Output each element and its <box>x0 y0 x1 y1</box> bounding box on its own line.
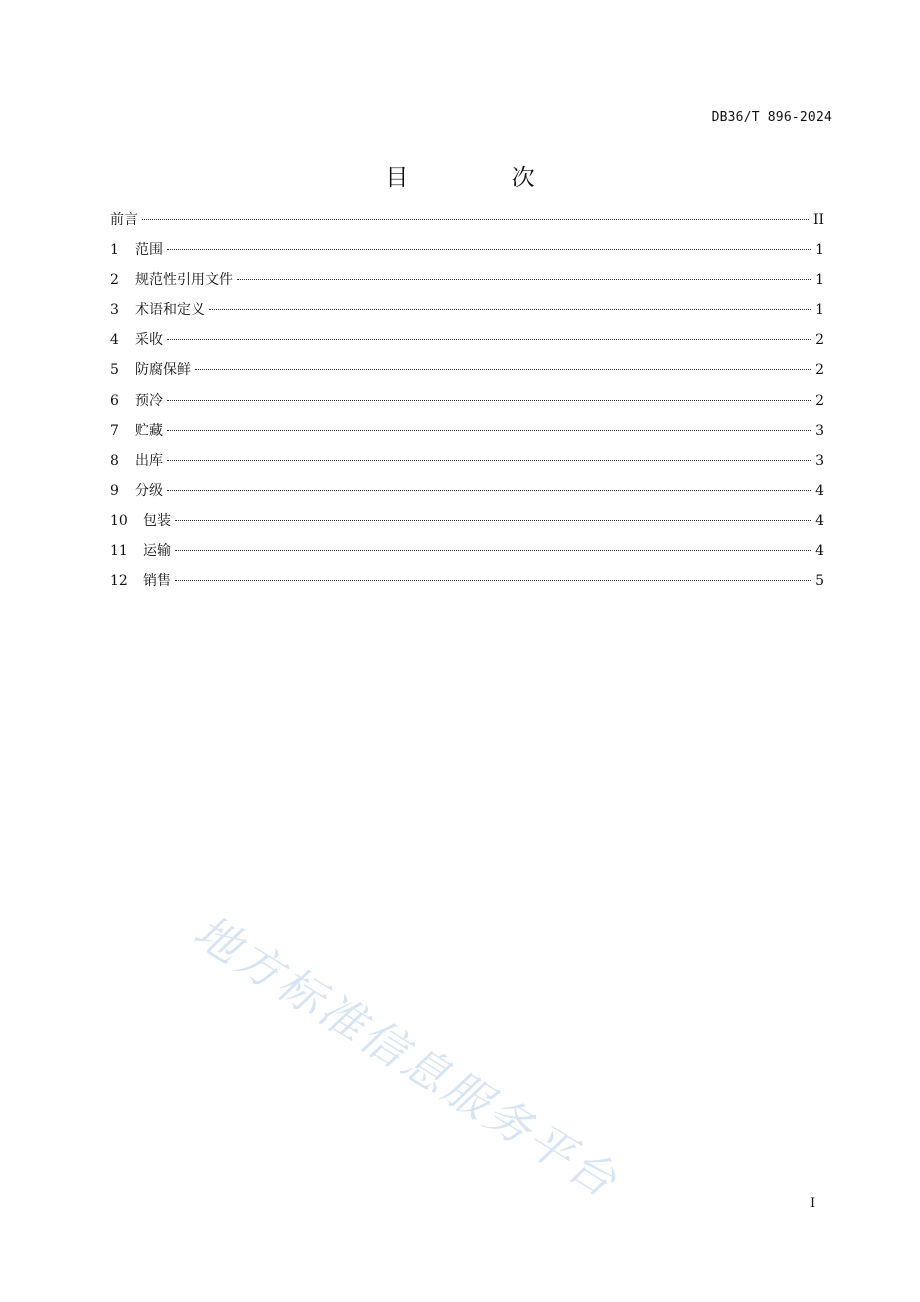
toc-leader <box>167 339 811 340</box>
document-code: DB36/T 896-2024 <box>711 110 832 125</box>
toc-entry-page: 4 <box>815 512 824 529</box>
toc-entry-number: 8 <box>110 452 119 469</box>
toc-leader <box>167 460 811 461</box>
toc-entry-number: 2 <box>110 272 119 289</box>
toc-entry-preservation[interactable] <box>110 355 824 385</box>
toc-entry-text: 贮藏 <box>135 422 163 439</box>
toc-leader <box>175 550 811 551</box>
toc-entry-page: 1 <box>815 272 824 289</box>
toc-entry-number: 10 <box>110 512 128 529</box>
toc-entry-scope[interactable] <box>110 235 824 265</box>
toc-leader <box>142 219 809 220</box>
toc-leader <box>237 279 811 280</box>
toc-entry-page: 3 <box>815 452 824 469</box>
toc-entry-precooling[interactable] <box>110 386 824 416</box>
toc-entry-text: 分级 <box>135 482 163 499</box>
toc-entry-text: 术语和定义 <box>135 302 205 319</box>
toc-entry-grading[interactable] <box>110 476 824 506</box>
toc-entry-page: 1 <box>815 242 824 259</box>
toc-entry-text: 包装 <box>143 512 171 529</box>
toc-entry-packaging[interactable] <box>110 506 824 536</box>
toc-leader <box>209 309 811 310</box>
toc-entry-page: 4 <box>815 543 824 560</box>
toc-entry-page: 2 <box>815 392 824 409</box>
toc-leader <box>167 400 811 401</box>
toc-leader <box>195 369 811 370</box>
toc-leader <box>167 490 811 491</box>
toc-entry-number: 5 <box>110 362 119 379</box>
toc-entry-page: 2 <box>815 362 824 379</box>
toc-entry-text: 运输 <box>143 543 171 560</box>
toc-entry-text: 销售 <box>143 573 171 590</box>
watermark: 地方标准信息服务平台 <box>184 904 629 1210</box>
toc-entry-storage[interactable] <box>110 416 824 446</box>
toc-entry-outbound[interactable] <box>110 446 824 476</box>
toc-entry-page: 4 <box>815 482 824 499</box>
toc-entry-number: 12 <box>110 573 128 590</box>
toc-entry-number: 4 <box>110 332 119 349</box>
toc-entry-foreword[interactable] <box>110 205 824 235</box>
toc-entry-page: II <box>812 212 824 228</box>
toc-entry-number: 3 <box>110 302 119 319</box>
toc-entry-text: 范围 <box>135 242 163 259</box>
toc-entry-normative-references[interactable] <box>110 265 824 295</box>
toc-entry-page: 3 <box>815 422 824 439</box>
toc-leader <box>167 249 811 250</box>
toc-title: 目 次 <box>385 165 583 191</box>
toc-entry-number: 7 <box>110 422 119 439</box>
toc-entry-page: 2 <box>815 332 824 349</box>
toc-entry-text: 防腐保鲜 <box>135 362 191 379</box>
toc-leader <box>167 430 811 431</box>
toc-entry-transport[interactable] <box>110 536 824 566</box>
toc-entry-number: 6 <box>110 392 119 409</box>
toc-entry-harvesting[interactable] <box>110 325 824 355</box>
toc-entry-number: 11 <box>110 543 128 560</box>
toc-entry-number: 9 <box>110 482 119 499</box>
toc-entry-text: 采收 <box>135 332 163 349</box>
toc-entry-text: 预冷 <box>135 392 163 409</box>
toc-entry-text: 前言 <box>110 212 138 228</box>
toc-entry-number: 1 <box>110 242 119 259</box>
toc-entry-sales[interactable] <box>110 566 824 596</box>
toc-leader <box>175 520 811 521</box>
toc-entry-text: 规范性引用文件 <box>135 272 233 289</box>
toc-entry-terms-definitions[interactable] <box>110 295 824 325</box>
toc-entry-page: 1 <box>815 302 824 319</box>
toc-entry-text: 出库 <box>135 452 163 469</box>
page-number: I <box>810 1196 816 1211</box>
toc-entry-page: 5 <box>815 573 824 590</box>
toc-leader <box>175 580 811 581</box>
toc-list <box>110 205 824 596</box>
